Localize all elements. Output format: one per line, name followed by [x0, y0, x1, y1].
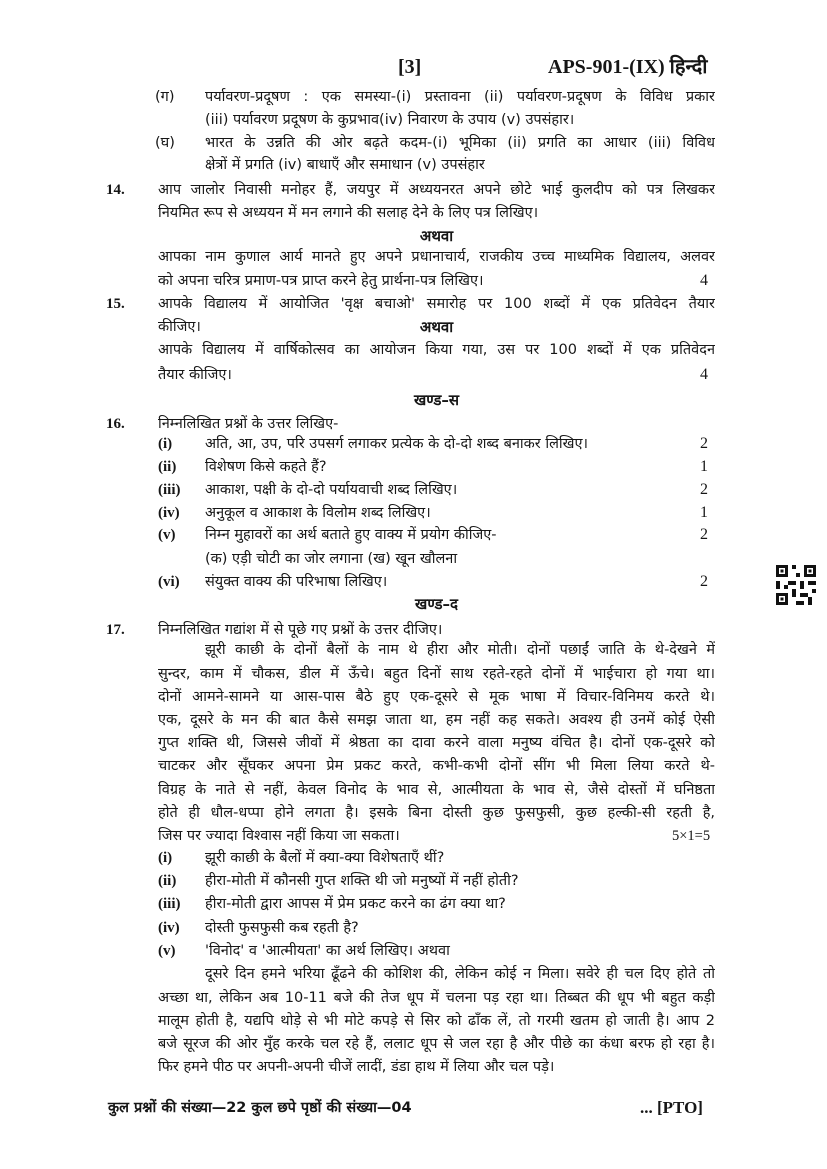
- marks: 2: [700, 481, 708, 498]
- question-text: आपके विद्यालय में आयोजित 'वृक्ष बचाओ' समारोह पर 100 शब्दों में एक प्रतिवेदन तैयार: [158, 296, 715, 312]
- passage-line: होते ही धौल-धप्पा होने लगता है। इसके बिना दोस्ती कुछ फुसफुसी, कुछ हल्की-सी रहती है,: [158, 805, 715, 821]
- passage-line: झूरी काछी के दोनों बैलों के नाम थे हीरा और मोती। दोनों पछाईं जाति के थे-देखने में: [205, 642, 715, 658]
- question-text: तैयार कीजिए।: [158, 367, 232, 383]
- item-label: (v): [158, 943, 176, 959]
- or-separator: अथवा: [419, 227, 454, 245]
- option-label: (घ): [155, 135, 175, 151]
- passage-line: दोनों आमने-सामने या आस-पास बैठे हुए एक-दूसरे से मूक भाषा में विचार-विनिमय करते थे।: [158, 689, 715, 705]
- question-text: को अपना चरित्र प्रमाण-पत्र प्राप्त करने हेतु प्रार्थना-पत्र लिखिए।: [158, 273, 484, 289]
- option-text: क्षेत्रों में प्रगति (iv) बाधाएँ और समाधान (v) उपसंहार: [205, 157, 485, 173]
- passage-line: मालूम होती है, यद्यपि थोड़े से भी मोटे कपड़े से सिर को ढाँक लें, तो गरमी खतम हो जाती है। आप 2: [158, 1013, 715, 1029]
- item-text: 'विनोद' व 'आत्मीयता' का अर्थ लिखिए। अथवा: [205, 943, 450, 959]
- item-subtext: (क) एड़ी चोटी का जोर लगाना (ख) खून खौलना: [205, 551, 458, 567]
- question-number: 14.: [106, 182, 125, 198]
- section-heading: खण्ड–द: [415, 595, 458, 613]
- item-label: (v): [158, 527, 176, 543]
- question-text: कीजिए।: [158, 319, 201, 335]
- item-text: दोस्ती फुसफुसी कब रहती है?: [205, 920, 359, 936]
- question-text: निम्नलिखित गद्यांश में से पूछे गए प्रश्नों के उत्तर दीजिए।: [158, 622, 443, 638]
- question-text: आपका नाम कुणाल आर्य मानते हुए अपने प्रधानाचार्य, राजकीय उच्च माध्यमिक विद्यालय, अलवर: [158, 249, 715, 265]
- passage-line: दूसरे दिन हमने भरिया ढूँढने की कोशिश की, लेकिन कोई न मिला। सवेरे ही चल दिए होते तो: [205, 966, 715, 982]
- item-label: (i): [158, 850, 173, 866]
- marks: 2: [700, 526, 708, 543]
- question-number: 17.: [106, 622, 125, 638]
- passage-line: फिर हमने पीठ पर अपनी-अपनी चीजें लादीं, डंडा हाथ में लिया और चल पड़े।: [158, 1059, 555, 1075]
- option-text: पर्यावरण-प्रदूषण : एक समस्या-(i) प्रस्तावना (ii) पर्यावरण-प्रदूषण के विविध प्रकार: [205, 89, 715, 105]
- question-text: आपके विद्यालय में वार्षिकोत्सव का आयोजन किया गया, उस पर 100 शब्दों में एक प्रतिवेदन: [158, 342, 715, 358]
- item-label: (iii): [158, 482, 181, 498]
- marks: 4: [700, 272, 708, 289]
- marks: 4: [700, 366, 708, 383]
- item-label: (iii): [158, 896, 181, 912]
- question-text: निम्नलिखित प्रश्नों के उत्तर लिखिए-: [158, 416, 339, 432]
- item-label: (ii): [158, 459, 177, 475]
- marks: 2: [700, 573, 708, 590]
- question-text: नियमित रूप से अध्ययन में मन लगाने की सलाह देने के लिए पत्र लिखिए।: [158, 205, 539, 221]
- passage-line: अच्छा था, लेकिन अब 10-11 बजे की तेज धूप में चलना पड़ रहा था। तिब्बत की धूप भी बहुत कड़ी: [158, 990, 715, 1006]
- option-text: भारत के उन्नति की ओर बढ़ते कदम-(i) भूमिका (ii) प्रगति का आधार (iii) विविध: [205, 135, 715, 151]
- question-number: 15.: [106, 296, 125, 312]
- option-text: (iii) पर्यावरण प्रदूषण के कुप्रभाव(iv) निवारण के उपाय (v) उपसंहार।: [205, 112, 575, 128]
- item-text: संयुक्त वाक्य की परिभाषा लिखिए।: [205, 574, 388, 590]
- item-text: आकाश, पक्षी के दो-दो पर्यायवाची शब्द लिखिए।: [205, 482, 458, 498]
- item-text: अति, आ, उप, परि उपसर्ग लगाकर प्रत्येक के दो-दो शब्द बनाकर लिखिए।: [205, 436, 589, 452]
- item-text: हीरा-मोती द्वारा आपस में प्रेम प्रकट करने का ढंग क्या था?: [205, 896, 506, 912]
- question-number: 16.: [106, 416, 125, 432]
- passage-line: चाटकर और सूँघकर अपना प्रेम प्रकट करते, कभी-कभी दोनों सींग भी मिला लिया करते थे-: [158, 758, 715, 774]
- marks: 1: [700, 458, 708, 475]
- passage-line: जिस पर ज्यादा विश्वास नहीं किया जा सकता।: [158, 828, 400, 844]
- footer-counts: कुल प्रश्नों की संख्या—22 कुल छपे पृष्ठों की संख्या—04: [108, 1100, 412, 1116]
- passage-line: सुन्दर, काम में चौकस, डील में ऊँचे। बहुत दिनों साथ रहते-रहते दोनों में भाईचारा हो गया था।: [158, 666, 715, 682]
- footer-pto: ... [PTO]: [640, 1098, 703, 1117]
- marks: 1: [700, 504, 708, 521]
- page-number: [3]: [398, 56, 422, 78]
- passage-line: गुप्त शक्ति थी, जिससे जीवों में श्रेष्ठता का दावा करने वाला मनुष्य वंचित है। दोनों एक-दूसरे को: [158, 735, 715, 751]
- item-label: (vi): [158, 574, 180, 590]
- item-label: (ii): [158, 873, 177, 889]
- qr-code-icon: [776, 565, 816, 605]
- passage-line: बजे सूरज की ओर मुँह करके चल रहे हैं, ललाट धूप से जल रहा है और पीछे का कंधा बरफ हो रहा है।: [158, 1036, 715, 1052]
- item-text: अनुकूल व आकाश के विलोम शब्द लिखिए।: [205, 505, 431, 521]
- or-separator: अथवा: [419, 318, 454, 336]
- item-text: विशेषण किसे कहते हैं?: [205, 459, 327, 475]
- passage-line: विग्रह के नाते से नहीं, केवल विनोद के भाव से, आत्मीयता के भाव से, जैसे दोस्तों में घनिष्ठता: [158, 782, 715, 798]
- marks: 2: [700, 435, 708, 452]
- question-text: आप जालोर निवासी मनोहर हैं, जयपुर में अध्ययनरत अपने छोटे भाई कुलदीप को पत्र लिखकर: [158, 182, 715, 198]
- option-label: (ग): [155, 89, 175, 105]
- item-text: हीरा-मोती में कौनसी गुप्त शक्ति थी जो मनुष्यों में नहीं होती?: [205, 873, 519, 889]
- section-heading: खण्ड–स: [413, 391, 460, 409]
- paper-code: APS-901-(IX) हिन्दी: [548, 56, 708, 78]
- item-label: (i): [158, 436, 173, 452]
- item-text: निम्न मुहावरों का अर्थ बताते हुए वाक्य में प्रयोग कीजिए-: [205, 527, 497, 543]
- marks: 5×1=5: [672, 828, 711, 844]
- item-text: झूरी काछी के बैलों में क्या-क्या विशेषताएँ थीं?: [205, 850, 445, 866]
- item-label: (iv): [158, 505, 180, 521]
- passage-line: एक, दूसरे के मन की बात कैसे समझ जाता था, हम नहीं कह सकते। अवश्य ही उनमें कोई ऐसी: [158, 712, 715, 728]
- item-label: (iv): [158, 920, 180, 936]
